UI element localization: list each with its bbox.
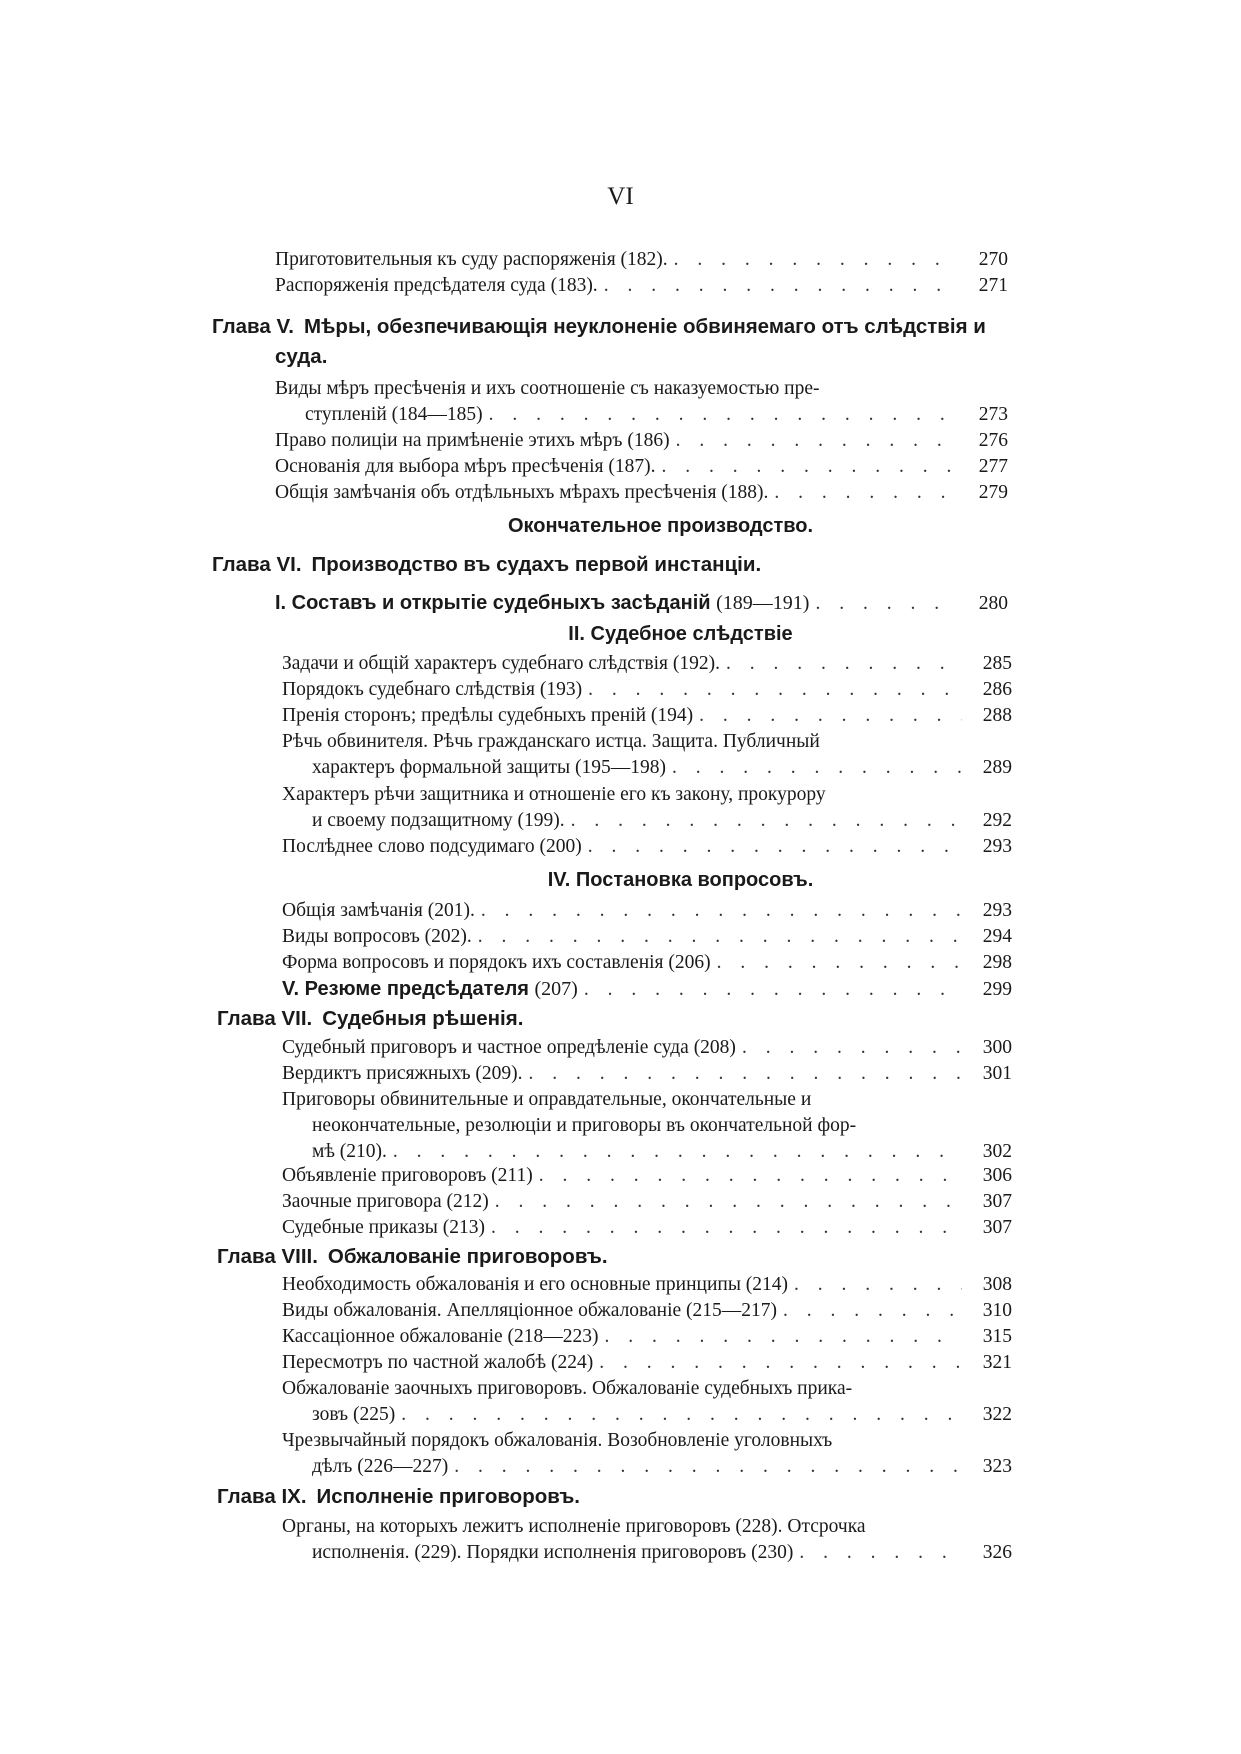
page-number: VI xyxy=(607,183,634,210)
toc-entry: Основанія для выбора мѣръ пресѣченія (187). . . . 277 xyxy=(275,454,1008,480)
toc-entry: Характеръ рѣчи защитника и отношеніе его къ закону, прокурору и своему подзащитному (199). . . . 292 xyxy=(282,782,1012,834)
toc-entry: Виды обжалованія. Апелляціонное обжалованіе (215—217) . . . 310 xyxy=(282,1298,1012,1324)
toc-entry: Судебный приговоръ и частное опредѣленіе суда (208) . . . 300 xyxy=(282,1035,1012,1061)
toc-entry: Вердиктъ присяжныхъ (209). . . . 301 xyxy=(282,1061,1012,1087)
toc-entry: Общія замѣчанія (201). . . . 293 xyxy=(282,898,1012,924)
toc-entry: Органы, на которыхъ лежитъ исполненіе приговоровъ (228). Отсрочка исполненія. (229). Порядки исполненія приговоровъ (230) . . . 326 xyxy=(282,1514,1012,1566)
toc-entry: Форма вопросовъ и порядокъ ихъ составленія (206) . . . 298 xyxy=(282,950,1012,976)
toc-entry: I. Составъ и открытіе судебныхъ засѣданій (189—191) . . . 280 xyxy=(275,590,1008,617)
subsection-heading: II. Судебное слѣдствіе xyxy=(568,623,793,645)
toc-entry: Виды вопросовъ (202). . . . 294 xyxy=(282,924,1012,950)
toc-entry: Чрезвычайный порядокъ обжалованія. Возобновленіе уголовныхъ дѣлъ (226—227) . . . 323 xyxy=(282,1428,1012,1480)
toc-entry: Порядокъ судебнаго слѣдствія (193) . . . 286 xyxy=(282,677,1012,703)
toc-entry: Обжалованіе заочныхъ приговоровъ. Обжалованіе судебныхъ прика- зовъ (225) . . . 322 xyxy=(282,1376,1012,1428)
toc-entry: Послѣднее слово подсудимаго (200) . . . 293 xyxy=(282,834,1012,860)
toc-entry: Необходимость обжалованія и его основные принципы (214) . . . 308 xyxy=(282,1272,1012,1298)
toc-entry: Рѣчь обвинителя. Рѣчь гражданскаго истца. Защита. Публичный характеръ формальной защиты (195—198) . . . 289 xyxy=(282,729,1012,781)
subsection-heading: IV. Постановка вопросовъ. xyxy=(547,869,814,891)
toc-entry: Пересмотръ по частной жалобѣ (224) . . . 321 xyxy=(282,1350,1012,1376)
chapter-heading: Глава V. Мѣры, обезпечивающія неуклоненіе обвиняемаго отъ слѣдствія и xyxy=(212,315,986,338)
chapter-heading: Глава IX. Исполненіе приговоровъ. xyxy=(217,1485,580,1508)
toc-entry: Кассаціонное обжалованіе (218—223) . . . 315 xyxy=(282,1324,1012,1350)
chapter-heading: Глава VII. Судебныя рѣшенія. xyxy=(217,1007,524,1030)
toc-entry: Объявленіе приговоровъ (211) . . . 306 xyxy=(282,1163,1012,1189)
chapter-heading: Глава VI. Производство въ судахъ первой инстанціи. xyxy=(212,553,762,576)
toc-entry: V. Резюме предсѣдателя (207) . . . 299 xyxy=(282,976,1012,1003)
toc-entry: Распоряженія предсѣдателя суда (183). . . . 271 xyxy=(275,273,1008,299)
section-heading: Окончательное производство. xyxy=(507,515,814,537)
chapter-heading-cont: суда. xyxy=(275,345,328,368)
toc-entry: Приготовительныя къ суду распоряженія (182). . . . 270 xyxy=(275,247,1008,273)
toc-entry: Пренія сторонъ; предѣлы судебныхъ преній (194) . . . 288 xyxy=(282,703,1012,729)
toc-entry: Заочные приговора (212) . . . 307 xyxy=(282,1189,1012,1215)
toc-entry: Право полиціи на примѣненіе этихъ мѣръ (186) . . . 276 xyxy=(275,428,1008,454)
toc-entry: Задачи и общій характеръ судебнаго слѣдствія (192). . . . 285 xyxy=(282,651,1012,677)
toc-entry: Общія замѣчанія объ отдѣльныхъ мѣрахъ пресѣченія (188). . . . 279 xyxy=(275,480,1008,506)
toc-entry: Виды мѣръ пресѣченія и ихъ соотношеніе съ наказуемостью пре- ступленій (184—185) . . . 273 xyxy=(275,376,1008,428)
chapter-heading: Глава VIII. Обжалованіе приговоровъ. xyxy=(217,1245,608,1268)
toc-entry: Судебные приказы (213) . . . 307 xyxy=(282,1215,1012,1241)
toc-entry: Приговоры обвинительные и оправдательные, окончательные и неокончательные, резолюціи и приговоры въ окончательной фор- мѣ (210). . . . 302 xyxy=(282,1087,1012,1165)
